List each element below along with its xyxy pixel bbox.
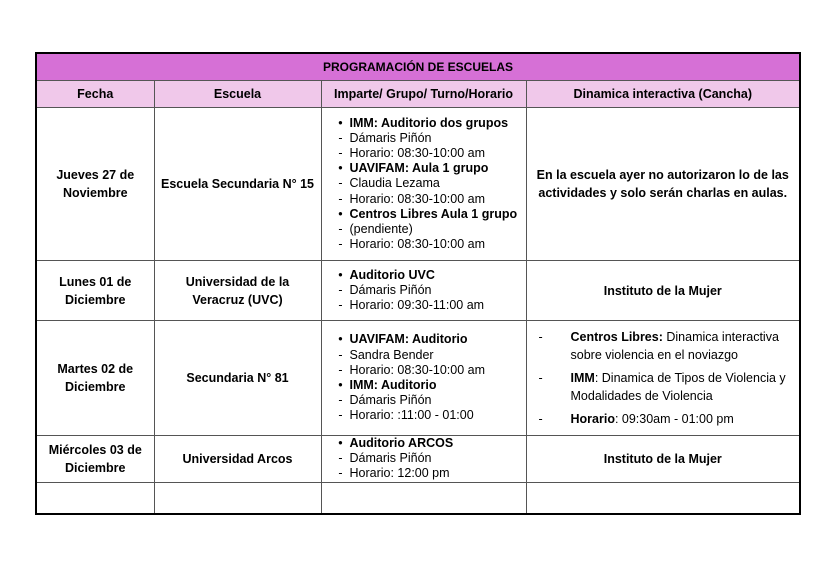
fecha-cell: Martes 02 de Diciembre [36, 321, 154, 436]
imparte-dash-item [332, 363, 526, 378]
imparte-bullet-item [332, 268, 526, 283]
dash-marker: - [538, 370, 543, 385]
bullet-marker: • [338, 436, 343, 450]
dash-marker: - [338, 222, 343, 236]
title-row [36, 53, 800, 81]
fecha-cell: Jueves 27 de Noviembre [36, 108, 154, 261]
escuela-cell: Universidad Arcos [154, 436, 321, 483]
imparte-bullet-item [332, 378, 526, 393]
imparte-dash-item [332, 348, 526, 363]
imparte-item-text: UAVIFAM: Aula 1 grupo [349, 161, 489, 176]
imparte-dash-item [332, 283, 526, 298]
dash-marker: - [338, 237, 343, 252]
bullet-marker: • [338, 206, 343, 221]
table-title: PROGRAMACIÓN DE ESCUELAS [36, 53, 800, 81]
imparte-bullet-item [332, 207, 526, 222]
table-row [36, 321, 800, 436]
escuela-cell: Universidad de la Veracruz (UVC) [154, 261, 321, 321]
imparte-item-text: (pendiente) [349, 222, 413, 236]
imparte-dash-item [332, 237, 526, 252]
dash-marker: - [338, 130, 343, 145]
header-fecha: Fecha [36, 81, 154, 108]
schedule-table [35, 52, 801, 515]
imparte-item-text: Horario: :11:00 - 01:00 [349, 408, 474, 423]
imparte-cell [321, 108, 526, 261]
imparte-item-text: IMM: Auditorio dos grupos [349, 115, 509, 130]
empty-cell [321, 482, 526, 514]
imparte-item-text: Claudia Lezama [349, 176, 440, 191]
dash-marker: - [338, 191, 343, 206]
empty-row [36, 482, 800, 514]
imparte-item-text: Dámaris Piñón [349, 393, 432, 408]
dinamica-item [539, 369, 800, 406]
imparte-dash-item [332, 222, 526, 237]
imparte-dash-item [332, 176, 526, 191]
imparte-bullet-item [332, 116, 526, 131]
imparte-item-text: Horario: 09:30-11:00 am [349, 298, 485, 313]
imparte-dash-item [332, 298, 526, 313]
bullet-marker: • [338, 115, 343, 130]
dash-marker: - [338, 145, 343, 160]
dash-marker: - [338, 362, 343, 377]
imparte-dash-item [332, 393, 526, 408]
header-row [36, 81, 800, 108]
dash-marker: - [338, 176, 343, 191]
dinamica-item-label: Horario [570, 411, 615, 426]
imparte-bullet-item [332, 332, 526, 347]
header-escuela: Escuela [154, 81, 321, 108]
empty-cell [154, 482, 321, 514]
imparte-item-text: Horario: 08:30-10:00 am [349, 145, 485, 160]
imparte-cell [321, 436, 526, 483]
dinamica-item [539, 328, 800, 365]
dinamica-cell [526, 321, 800, 436]
imparte-item-text: Sandra Bender [349, 347, 434, 362]
header-dinamica: Dinamica interactiva (Cancha) [526, 81, 800, 108]
table-row [36, 108, 800, 261]
dash-marker: - [338, 298, 343, 313]
imparte-item-text: Centros Libres Aula 1 grupo [349, 206, 518, 221]
bullet-marker: • [338, 378, 343, 392]
fecha-cell: Miércoles 03 de Diciembre [36, 436, 154, 483]
imparte-dash-item [332, 466, 526, 481]
dinamica-list [527, 328, 800, 429]
fecha-cell: Lunes 01 de Diciembre [36, 261, 154, 321]
imparte-item-text: Horario: 08:30-10:00 am [349, 191, 485, 206]
imparte-item-text: Horario: 08:30-10:00 am [349, 237, 485, 252]
imparte-item-text: Dámaris Piñón [349, 282, 432, 297]
imparte-dash-item [332, 192, 526, 207]
imparte-item-text: Horario: 12:00 pm [349, 466, 450, 481]
dinamica-item-text: : 09:30am - 01:00 pm [614, 411, 734, 426]
escuela-cell: Escuela Secundaria N° 15 [154, 108, 321, 261]
imparte-dash-item [332, 408, 526, 423]
table-row [36, 261, 800, 321]
dinamica-cell: Instituto de la Mujer [526, 436, 800, 483]
dash-marker: - [338, 282, 343, 297]
dash-marker: - [538, 329, 543, 344]
dinamica-item-label: IMM [570, 370, 595, 385]
imparte-bullet-item [332, 436, 526, 451]
imparte-item-text: Dámaris Piñón [349, 451, 432, 466]
dash-marker: - [338, 408, 343, 423]
imparte-dash-item [332, 146, 526, 161]
imparte-item-text: Auditorio UVC [349, 267, 435, 282]
imparte-cell [321, 321, 526, 436]
empty-cell [36, 482, 154, 514]
imparte-dash-item [332, 451, 526, 466]
dinamica-item-text: Dinamica interactiva sobre violencia en el noviazgo [570, 329, 779, 363]
imparte-item-text: Auditorio ARCOS [349, 436, 454, 450]
dinamica-cell: En la escuela ayer no autorizaron lo de las actividades y solo serán charlas en aulas. [526, 108, 800, 261]
imparte-bullet-item [332, 161, 526, 176]
dash-marker: - [338, 347, 343, 362]
imparte-item-text: Dámaris Piñón [349, 130, 432, 145]
dash-marker: - [338, 451, 343, 466]
dinamica-item-text: : Dinamica de Tipos de Violencia y Modalidades de Violencia [570, 370, 786, 404]
dash-marker: - [538, 411, 543, 426]
empty-cell [526, 482, 800, 514]
imparte-cell [321, 261, 526, 321]
dash-marker: - [338, 466, 343, 481]
bullet-marker: • [338, 161, 343, 176]
dinamica-item-label: Centros Libres: [570, 329, 663, 344]
bullet-marker: • [338, 332, 343, 347]
imparte-item-text: Horario: 08:30-10:00 am [349, 362, 485, 377]
dinamica-cell: Instituto de la Mujer [526, 261, 800, 321]
dash-marker: - [338, 393, 343, 408]
bullet-marker: • [338, 267, 343, 282]
table-row [36, 436, 800, 483]
imparte-item-text: IMM: Auditorio [349, 378, 437, 392]
header-imparte: Imparte/ Grupo/ Turno/Horario [321, 81, 526, 108]
escuela-cell: Secundaria N° 81 [154, 321, 321, 436]
imparte-item-text: UAVIFAM: Auditorio [349, 332, 468, 347]
dinamica-item [539, 410, 800, 429]
imparte-dash-item [332, 131, 526, 146]
